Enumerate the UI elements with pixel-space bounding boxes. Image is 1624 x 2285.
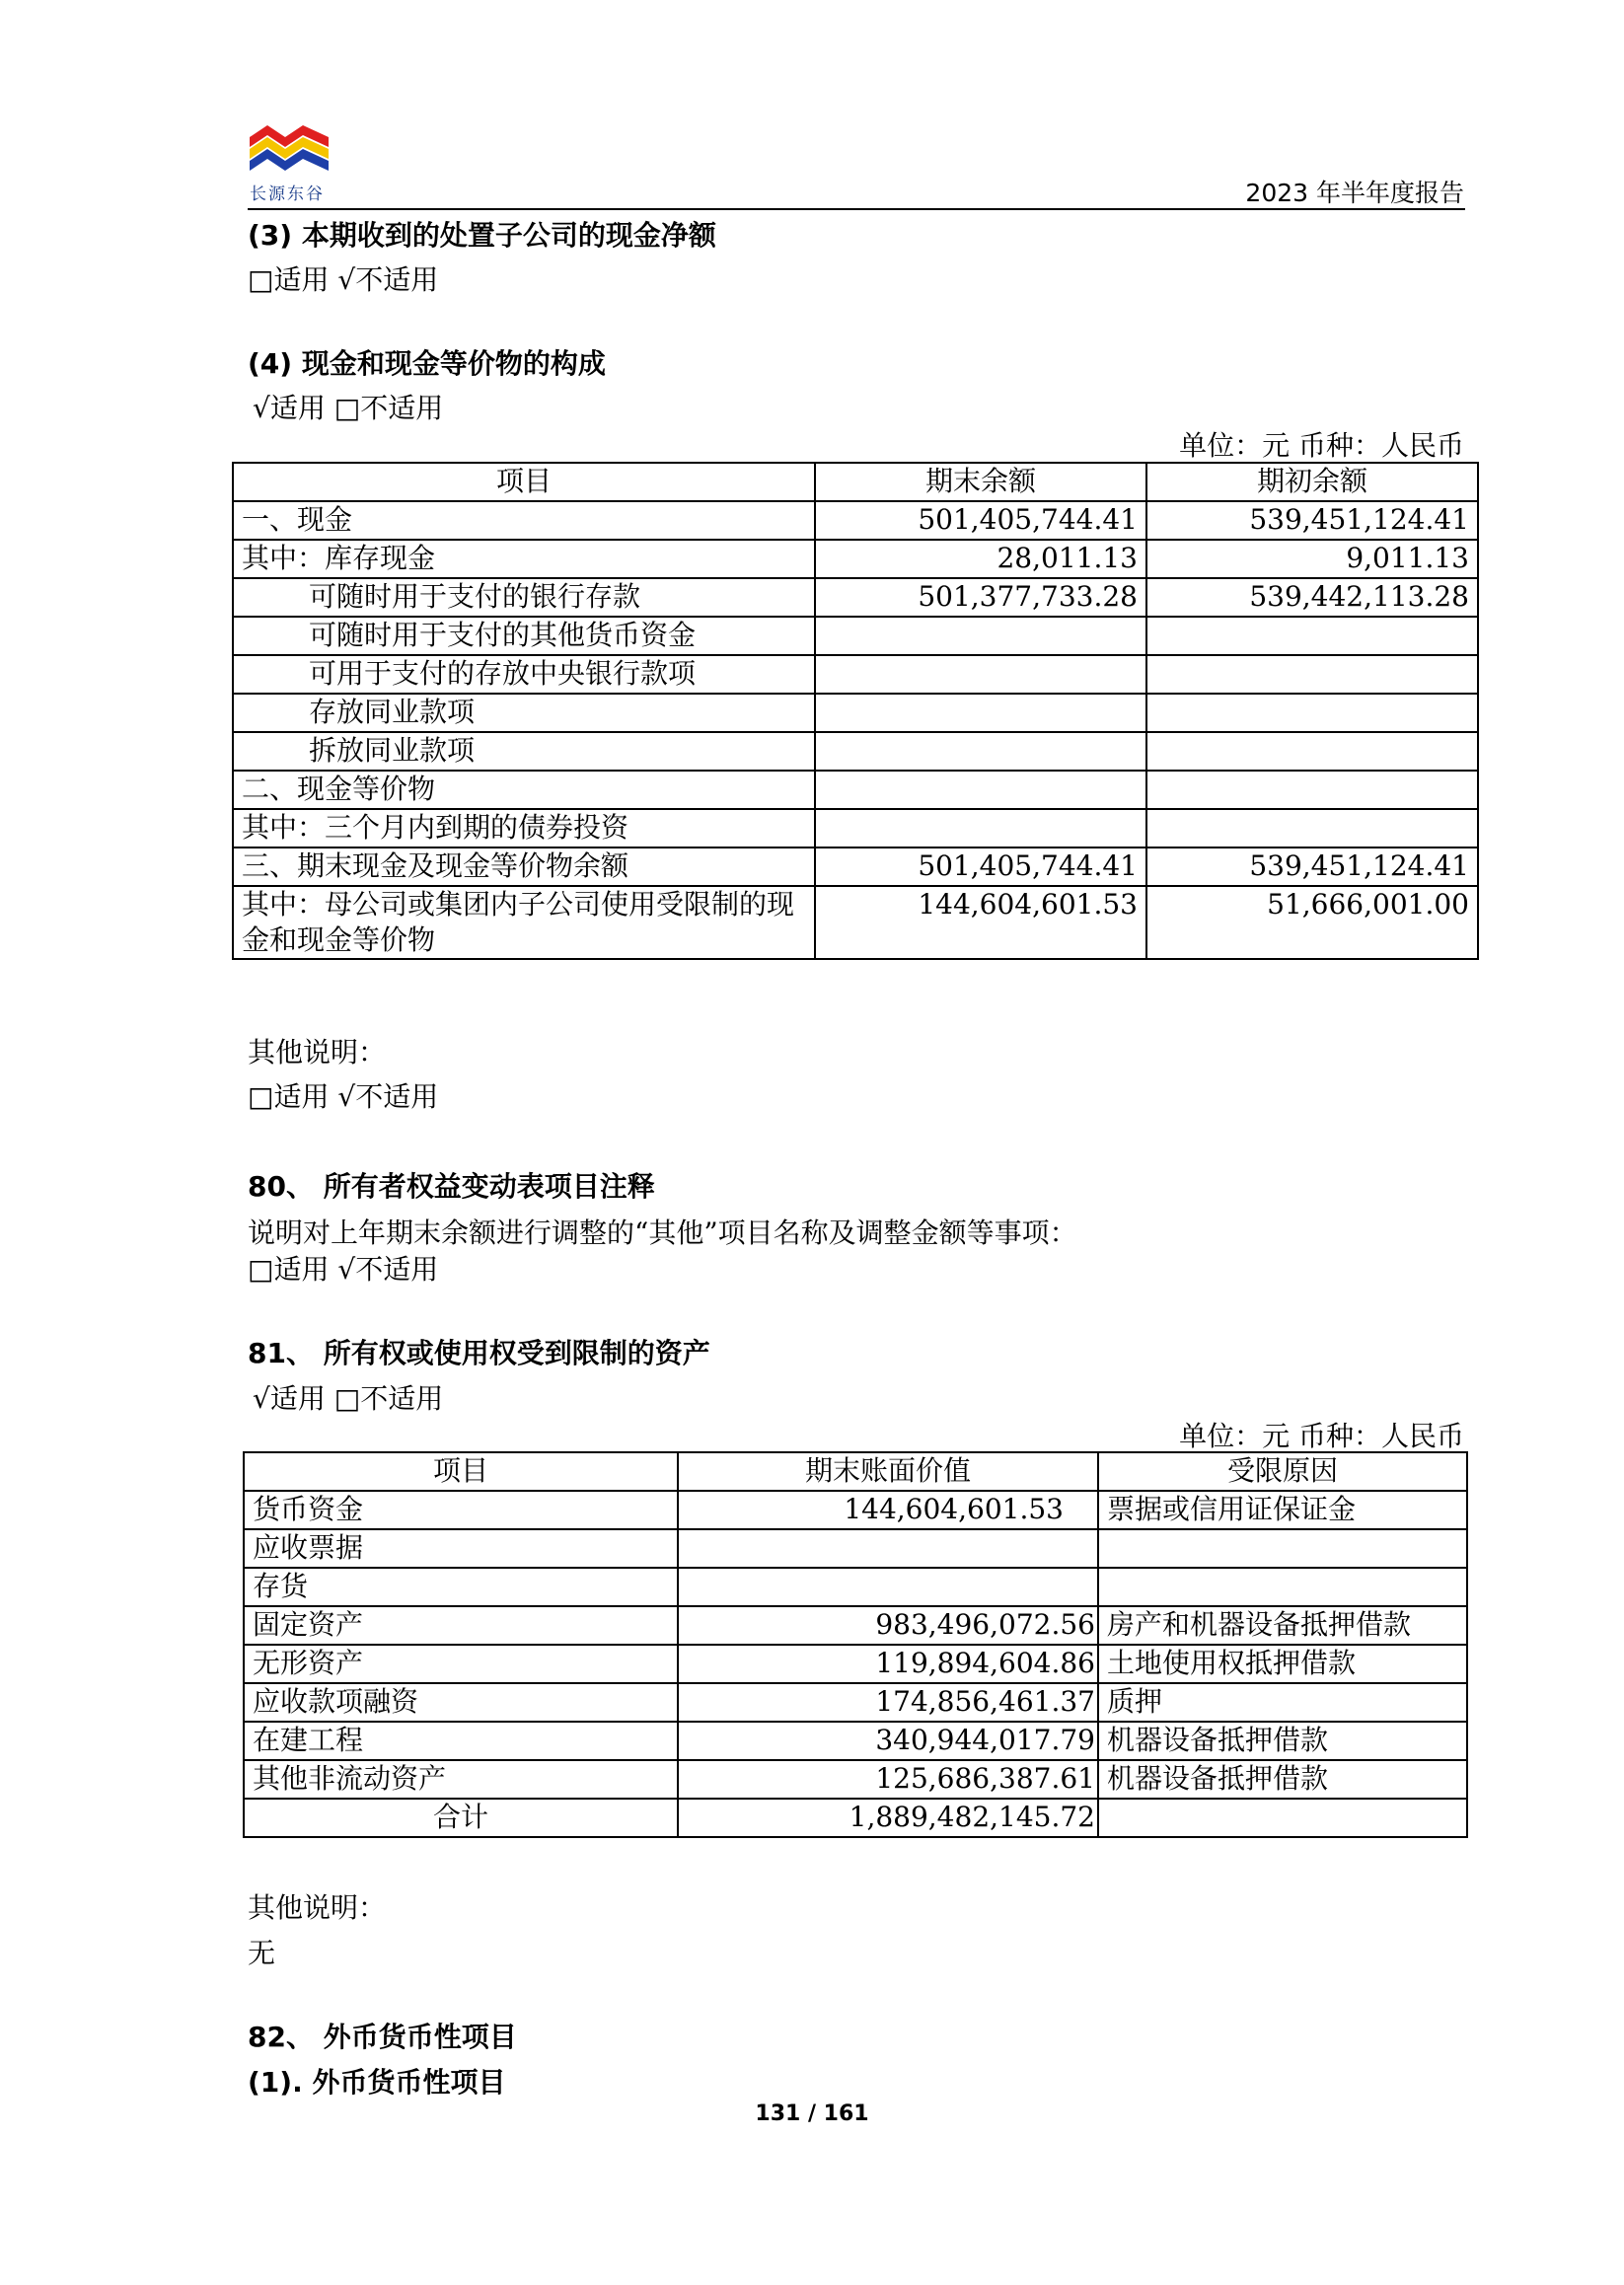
section-4-title: (4) 现金和现金等价物的构成 <box>248 347 606 380</box>
section-80-applicable: □适用 √不适用 <box>248 1253 439 1286</box>
table-row <box>233 578 1478 617</box>
row-item: 合计 <box>244 1799 678 1837</box>
book-value <box>678 1529 1098 1568</box>
table-row <box>244 1491 1467 1529</box>
section-3-title: (3) 本期收到的处置子公司的现金净额 <box>248 219 716 252</box>
row-item: 其他非流动资产 <box>244 1760 678 1799</box>
row-item: 三、期末现金及现金等价物余额 <box>233 848 815 886</box>
row-item: 应收款项融资 <box>244 1683 678 1722</box>
restriction-reason <box>1098 1529 1467 1568</box>
row-item: 在建工程 <box>244 1722 678 1760</box>
section-82-title: 82、 外币货币性项目 <box>248 2021 517 2053</box>
begin-balance <box>1146 694 1478 732</box>
section-4-unit: 单位：元 币种：人民币 <box>1179 429 1464 462</box>
restriction-reason: 土地使用权抵押借款 <box>1098 1645 1467 1683</box>
row-item: 一、现金 <box>233 501 815 540</box>
column-header: 期末余额 <box>815 463 1146 501</box>
end-balance <box>815 732 1146 771</box>
report-title: 2023 年半年度报告 <box>1245 179 1464 207</box>
table-row <box>233 617 1478 655</box>
table-row <box>233 848 1478 886</box>
column-header: 期末账面价值 <box>678 1452 1098 1491</box>
end-balance <box>815 655 1146 694</box>
row-item: 货币资金 <box>244 1491 678 1529</box>
table-row <box>233 655 1478 694</box>
row-item: 应收票据 <box>244 1529 678 1568</box>
row-item: 可随时用于支付的银行存款 <box>233 578 815 617</box>
section-81-other-label: 其他说明： <box>248 1891 387 1924</box>
book-value: 983,496,072.56 <box>678 1606 1098 1645</box>
restriction-reason: 房产和机器设备抵押借款 <box>1098 1606 1467 1645</box>
table-header-row <box>233 463 1478 501</box>
cash-equivalents-table <box>232 462 1479 960</box>
section-3-applicable: □适用 √不适用 <box>248 263 439 296</box>
row-item: 二、现金等价物 <box>233 771 815 809</box>
table-row <box>244 1683 1467 1722</box>
row-item: 其中：母公司或集团内子公司使用受限制的现金和现金等价物 <box>233 886 815 959</box>
section-80-desc: 说明对上年期末余额进行调整的“其他”项目名称及调整金额等事项： <box>248 1216 1077 1249</box>
end-balance <box>815 809 1146 848</box>
page-number: 131 / 161 <box>755 2101 869 2126</box>
begin-balance: 539,451,124.41 <box>1146 501 1478 540</box>
table-row <box>244 1568 1467 1606</box>
begin-balance <box>1146 771 1478 809</box>
section-4-applicable: √适用 □不适用 <box>253 392 444 424</box>
book-value: 174,856,461.37 <box>678 1683 1098 1722</box>
table-total-row <box>244 1799 1467 1837</box>
row-item: 可随时用于支付的其他货币资金 <box>233 617 815 655</box>
column-header: 项目 <box>233 463 815 501</box>
row-item: 可用于支付的存放中央银行款项 <box>233 655 815 694</box>
table-row <box>244 1606 1467 1645</box>
table-row <box>233 771 1478 809</box>
begin-balance: 539,451,124.41 <box>1146 848 1478 886</box>
restriction-reason <box>1098 1568 1467 1606</box>
book-value: 144,604,601.53 <box>678 1491 1098 1529</box>
begin-balance <box>1146 809 1478 848</box>
restricted-assets-table <box>243 1451 1468 1838</box>
restriction-reason <box>1098 1799 1467 1837</box>
table-row <box>244 1760 1467 1799</box>
table-row <box>233 540 1478 578</box>
row-item: 固定资产 <box>244 1606 678 1645</box>
book-value <box>678 1568 1098 1606</box>
end-balance: 501,405,744.41 <box>815 848 1146 886</box>
end-balance: 501,377,733.28 <box>815 578 1146 617</box>
section-80-title: 80、 所有者权益变动表项目注释 <box>248 1170 655 1203</box>
row-item: 存放同业款项 <box>233 694 815 732</box>
end-balance: 501,405,744.41 <box>815 501 1146 540</box>
section-81-title: 81、 所有权或使用权受到限制的资产 <box>248 1337 710 1369</box>
column-header: 受限原因 <box>1098 1452 1467 1491</box>
column-header: 项目 <box>244 1452 678 1491</box>
book-value: 119,894,604.86 <box>678 1645 1098 1683</box>
row-item: 其中：三个月内到期的债券投资 <box>233 809 815 848</box>
section-81-unit: 单位：元 币种：人民币 <box>1179 1420 1464 1452</box>
book-value: 1,889,482,145.72 <box>678 1799 1098 1837</box>
table-row <box>244 1722 1467 1760</box>
book-value: 340,944,017.79 <box>678 1722 1098 1760</box>
begin-balance <box>1146 655 1478 694</box>
begin-balance: 539,442,113.28 <box>1146 578 1478 617</box>
begin-balance: 51,666,001.00 <box>1146 886 1478 959</box>
table-row <box>244 1645 1467 1683</box>
section-4-other-label: 其他说明： <box>248 1036 387 1069</box>
table-row <box>233 886 1478 959</box>
restriction-reason: 机器设备抵押借款 <box>1098 1722 1467 1760</box>
begin-balance <box>1146 732 1478 771</box>
row-item: 其中：库存现金 <box>233 540 815 578</box>
end-balance <box>815 694 1146 732</box>
header-divider <box>248 208 1465 210</box>
begin-balance <box>1146 617 1478 655</box>
row-item: 无形资产 <box>244 1645 678 1683</box>
table-row <box>233 732 1478 771</box>
begin-balance: 9,011.13 <box>1146 540 1478 578</box>
section-4-other-applicable: □适用 √不适用 <box>248 1080 439 1113</box>
book-value: 125,686,387.61 <box>678 1760 1098 1799</box>
restriction-reason: 机器设备抵押借款 <box>1098 1760 1467 1799</box>
table-row <box>233 694 1478 732</box>
section-81-applicable: √适用 □不适用 <box>253 1382 444 1415</box>
end-balance: 28,011.13 <box>815 540 1146 578</box>
column-header: 期初余额 <box>1146 463 1478 501</box>
end-balance <box>815 617 1146 655</box>
restriction-reason: 质押 <box>1098 1683 1467 1722</box>
table-row <box>244 1529 1467 1568</box>
end-balance: 144,604,601.53 <box>815 886 1146 959</box>
table-row <box>233 501 1478 540</box>
row-item: 拆放同业款项 <box>233 732 815 771</box>
section-82-subtitle: (1). 外币货币性项目 <box>248 2066 506 2099</box>
logo-text: 长源东谷 <box>250 184 325 204</box>
row-item: 存货 <box>244 1568 678 1606</box>
section-81-other-text: 无 <box>248 1937 276 1969</box>
restriction-reason: 票据或信用证保证金 <box>1098 1491 1467 1529</box>
table-row <box>233 809 1478 848</box>
table-header-row <box>244 1452 1467 1491</box>
end-balance <box>815 771 1146 809</box>
